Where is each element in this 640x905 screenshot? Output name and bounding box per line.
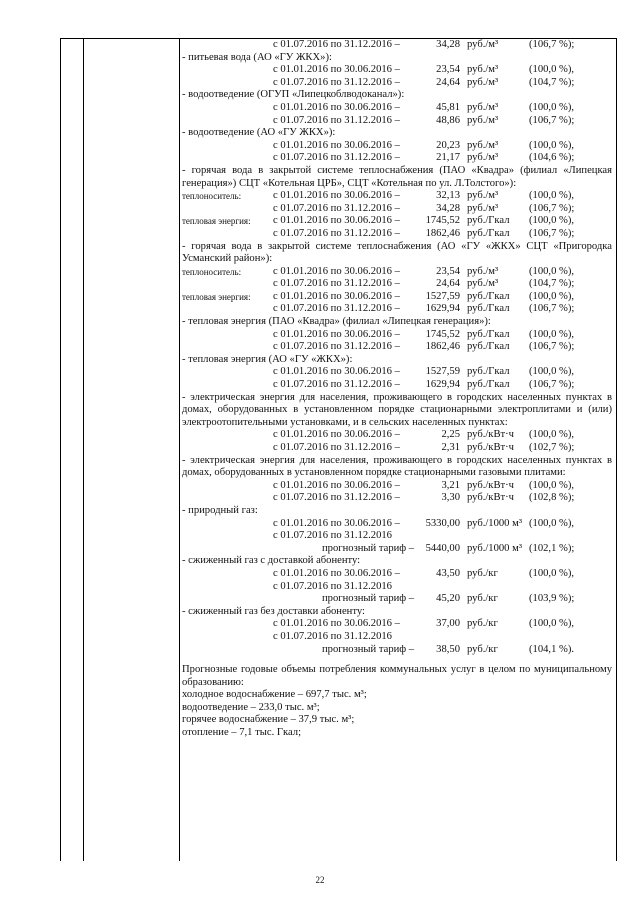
section-paragraph: - горячая вода в закрытой системе теплоснабжения (АО «ГУ «ЖКХ» СЦТ «Пригородка Усманский район»): — [182, 240, 612, 265]
tariff-value: 37,00 — [436, 618, 460, 630]
tariff-percent: (100,0 %), — [529, 190, 575, 202]
tariff-period: с 01.01.2016 по 30.06.2016 – — [273, 517, 400, 529]
tariff-unit: руб./кВт·ч — [467, 429, 514, 441]
tariff-value: 1745,52 — [425, 328, 460, 340]
tariff-row — [182, 115, 612, 128]
tariff-unit: руб./1000 м³ — [467, 542, 523, 554]
tariff-period: с 01.07.2016 по 31.12.2016 — [273, 580, 392, 592]
tariff-unit: руб./м³ — [467, 190, 499, 202]
tariff-row — [182, 618, 612, 631]
tariff-value: 24,64 — [436, 76, 460, 88]
tariff-row — [182, 228, 612, 241]
section-heading: - водоотведение (АО «ГУ ЖКХ»): — [182, 127, 336, 139]
tariff-period: с 01.01.2016 по 30.06.2016 – — [273, 328, 400, 340]
tariff-period: с 01.07.2016 по 31.12.2016 – — [273, 152, 400, 164]
tariff-percent: (100,0 %), — [529, 328, 575, 340]
period-label: теплоноситель: — [182, 191, 242, 202]
tariff-row — [182, 39, 612, 52]
section-paragraph: - электрическая энергия для населения, проживающего в городских населенных пунктах в домах, оборудованных в установленном порядке стационарными газовыми плитами: — [182, 454, 612, 479]
tariff-value: 34,28 — [436, 202, 460, 214]
tariff-unit: руб./кВт·ч — [467, 442, 514, 453]
tariff-unit: руб./1000 м³ — [467, 517, 523, 529]
tariff-value: 3,21 — [441, 479, 460, 491]
tariff-value: 24,64 — [436, 278, 460, 290]
tariff-percent: (104,7 %); — [529, 76, 575, 88]
tariff-period: с 01.07.2016 по 31.12.2016 – — [273, 202, 400, 214]
tariff-row — [182, 215, 612, 228]
tariff-period: с 01.07.2016 по 31.12.2016 — [273, 530, 392, 542]
tariff-row — [182, 379, 612, 392]
tariff-row — [182, 480, 612, 493]
tariff-unit: руб./м³ — [467, 139, 499, 151]
tariff-value: 3,30 — [441, 492, 460, 504]
tariff-percent: (102,1 %); — [529, 542, 575, 554]
tariff-percent: (100,0 %), — [529, 101, 575, 113]
tariff-value: 48,86 — [436, 114, 460, 126]
tariff-unit: руб./м³ — [467, 101, 499, 113]
tariff-percent: (106,7 %); — [529, 114, 575, 126]
tariff-row — [182, 568, 612, 581]
tariff-percent: (106,7 %); — [529, 341, 575, 353]
tariff-value: 2,31 — [441, 442, 460, 453]
tariff-row — [182, 303, 612, 316]
section-paragraph: - электрическая энергия для населения, проживающего в городских населенных пунктах в домах, оборудованных в установленном порядке стационарными электроплитами и (или) электроотопительными установками, и в сельских населенных пунктах: — [182, 391, 612, 428]
tariff-period: с 01.07.2016 по 31.12.2016 – — [273, 278, 400, 290]
section-heading: - сжиженный газ без доставки абоненту: — [182, 605, 365, 617]
section-heading: горячее водоснабжение – 37,9 тыс. м³; — [182, 714, 355, 726]
tariff-row — [182, 366, 612, 379]
tariff-percent: (104,1 %). — [529, 643, 575, 655]
tariff-period: с 01.07.2016 по 31.12.2016 – — [273, 379, 400, 391]
tariff-percent: (103,9 %); — [529, 593, 575, 605]
tariff-period: с 01.01.2016 по 30.06.2016 – — [273, 190, 400, 202]
table-frame — [60, 38, 617, 861]
tariff-percent: (100,0 %), — [529, 265, 575, 277]
tariff-period: с 01.01.2016 по 30.06.2016 – — [273, 290, 400, 302]
tariff-row — [182, 631, 612, 644]
tariff-row — [182, 429, 612, 442]
tariff-period: с 01.01.2016 по 30.06.2016 – — [273, 139, 400, 151]
tariff-unit: руб./кг — [467, 593, 498, 605]
tariff-unit: руб./м³ — [467, 202, 499, 214]
tariff-value: 1527,59 — [425, 366, 460, 378]
period-label: теплоноситель: — [182, 266, 242, 277]
tariff-row — [182, 341, 612, 354]
tariff-percent: (100,0 %), — [529, 215, 575, 227]
tariff-value: 1862,46 — [425, 341, 460, 353]
tariff-percent: (100,0 %), — [529, 64, 575, 76]
tariff-value: 2,25 — [441, 429, 460, 441]
section-heading: - тепловая энергия (АО «ГУ «ЖКХ»): — [182, 353, 353, 365]
tariff-period: с 01.01.2016 по 30.06.2016 – — [273, 366, 400, 378]
page-number: 22 — [315, 875, 325, 885]
tariff-percent: (106,7 %); — [529, 379, 575, 391]
tariff-row — [182, 152, 612, 165]
tariff-period: с 01.07.2016 по 31.12.2016 – — [273, 39, 400, 50]
tariff-period: с 01.07.2016 по 31.12.2016 – — [273, 227, 400, 239]
tariff-unit: руб./м³ — [467, 64, 499, 76]
tariff-period: с 01.07.2016 по 31.12.2016 — [273, 630, 392, 642]
tariff-percent: (106,7 %); — [529, 39, 575, 50]
tariff-period: с 01.07.2016 по 31.12.2016 – — [273, 303, 400, 315]
tariff-percent: (100,0 %), — [529, 479, 575, 491]
tariff-period: с 01.07.2016 по 31.12.2016 – — [273, 341, 400, 353]
tariff-row — [182, 329, 612, 342]
tariff-unit: руб./Гкал — [467, 328, 510, 340]
tariff-percent: (100,0 %), — [529, 290, 575, 302]
tariff-unit: руб./Гкал — [467, 303, 510, 315]
tariff-value: 5330,00 — [425, 517, 460, 529]
tariff-row — [182, 77, 612, 90]
tariff-period: с 01.01.2016 по 30.06.2016 – — [273, 64, 400, 76]
tariff-row — [182, 291, 612, 304]
tariff-value: 23,54 — [436, 64, 460, 76]
section-heading: - водоотведение (ОГУП «Липецкоблводоканал»): — [182, 89, 405, 101]
tariff-row — [182, 543, 612, 556]
column-divider-1 — [83, 39, 84, 861]
tariff-unit: руб./кВт·ч — [467, 479, 514, 491]
tariff-unit: руб./Гкал — [467, 227, 510, 239]
section-paragraph: - горячая вода в закрытой системе теплоснабжения (ПАО «Квадра» (филиал «Липецкая генерация») СЦТ «Котельная ЦРБ», СЦТ «Котельная по ул. Л.Толстого»): — [182, 164, 612, 189]
tariff-value: 43,50 — [436, 567, 460, 579]
tariff-period: с 01.01.2016 по 30.06.2016 – — [273, 479, 400, 491]
tariff-period: с 01.01.2016 по 30.06.2016 – — [273, 101, 400, 113]
tariff-value: 34,28 — [436, 39, 460, 50]
period-label: тепловая энергия: — [182, 291, 251, 302]
tariff-period: с 01.01.2016 по 30.06.2016 – — [273, 215, 400, 227]
tariff-percent: (104,7 %); — [529, 278, 575, 290]
tariff-percent: (100,0 %), — [529, 429, 575, 441]
tariff-period: прогнозный тариф – — [322, 542, 415, 554]
tariff-row — [182, 581, 612, 594]
tariff-unit: руб./м³ — [467, 278, 499, 290]
tariff-value: 1629,94 — [425, 379, 460, 391]
tariff-unit: руб./м³ — [467, 152, 499, 164]
section-heading: отопление – 7,1 тыс. Гкал; — [182, 727, 302, 739]
tariff-period: с 01.07.2016 по 31.12.2016 – — [273, 442, 400, 453]
tariff-unit: руб./м³ — [467, 114, 499, 126]
tariff-unit: руб./кг — [467, 618, 498, 630]
tariff-period: прогнозный тариф – — [322, 643, 415, 655]
tariff-period: с 01.07.2016 по 31.12.2016 – — [273, 492, 400, 504]
tariff-row — [182, 102, 612, 115]
tariff-period: с 01.01.2016 по 30.06.2016 – — [273, 567, 400, 579]
tariff-unit: руб./м³ — [467, 76, 499, 88]
tariff-row — [182, 140, 612, 153]
section-heading: - тепловая энергия (ПАО «Квадра» (филиал «Липецкая генерация»): — [182, 316, 491, 328]
tariff-percent: (106,7 %); — [529, 227, 575, 239]
tariff-period: с 01.01.2016 по 30.06.2016 – — [273, 618, 400, 630]
tariff-value: 1862,46 — [425, 227, 460, 239]
tariff-period: с 01.01.2016 по 30.06.2016 – — [273, 429, 400, 441]
tariff-row — [182, 266, 612, 279]
tariff-value: 32,13 — [436, 190, 460, 202]
tariff-unit: руб./м³ — [467, 265, 499, 277]
tariff-percent: (102,7 %); — [529, 442, 575, 453]
tariff-unit: руб./Гкал — [467, 366, 510, 378]
tariff-row — [182, 644, 612, 657]
tariff-percent: (106,7 %); — [529, 303, 575, 315]
section-heading: - сжиженный газ с доставкой абоненту: — [182, 555, 361, 567]
tariff-value: 20,23 — [436, 139, 460, 151]
tariff-period: с 01.07.2016 по 31.12.2016 – — [273, 76, 400, 88]
tariff-unit: руб./м³ — [467, 39, 499, 50]
tariff-value: 1629,94 — [425, 303, 460, 315]
tariff-value: 45,20 — [436, 593, 460, 605]
tariff-unit: руб./Гкал — [467, 290, 510, 302]
tariff-row — [182, 518, 612, 531]
tariff-unit: руб./Гкал — [467, 379, 510, 391]
spacer — [182, 656, 612, 664]
tariff-unit: руб./кг — [467, 567, 498, 579]
tariff-value: 1745,52 — [425, 215, 460, 227]
tariff-row — [182, 530, 612, 543]
tariff-value: 23,54 — [436, 265, 460, 277]
section-paragraph: Прогнозные годовые объемы потребления коммунальных услуг в целом по муниципальному образованию: — [182, 664, 612, 688]
tariff-percent: (100,0 %), — [529, 517, 575, 529]
column-divider-2 — [179, 39, 180, 861]
tariff-percent: (104,6 %); — [529, 152, 575, 164]
tariff-row — [182, 203, 612, 216]
section-heading: водоотведение – 233,0 тыс. м³; — [182, 701, 320, 713]
tariff-row — [182, 278, 612, 291]
tariff-percent: (100,0 %), — [529, 139, 575, 151]
tariff-percent: (100,0 %), — [529, 567, 575, 579]
tariff-unit: руб./кВт·ч — [467, 492, 514, 504]
tariff-period: с 01.07.2016 по 31.12.2016 – — [273, 114, 400, 126]
tariff-row — [182, 593, 612, 606]
tariff-value: 45,81 — [436, 101, 460, 113]
section-heading: холодное водоснабжение – 697,7 тыс. м³; — [182, 689, 367, 701]
section-heading: - питьевая вода (АО «ГУ ЖКХ»): — [182, 51, 332, 63]
tariff-row — [182, 64, 612, 77]
tariff-unit: руб./Гкал — [467, 215, 510, 227]
section-heading: - природный газ: — [182, 504, 258, 516]
tariff-value: 1527,59 — [425, 290, 460, 302]
tariff-percent: (100,0 %), — [529, 366, 575, 378]
period-label: тепловая энергия: — [182, 216, 251, 227]
tariff-percent: (106,7 %); — [529, 202, 575, 214]
tariff-content-column — [182, 39, 612, 740]
tariff-row — [182, 492, 612, 505]
tariff-period: прогнозный тариф – — [322, 593, 415, 605]
tariff-value: 21,17 — [436, 152, 460, 164]
tariff-row — [182, 442, 612, 455]
tariff-percent: (102,8 %); — [529, 492, 575, 504]
tariff-unit: руб./кг — [467, 643, 498, 655]
tariff-value: 5440,00 — [425, 542, 460, 554]
tariff-period: с 01.01.2016 по 30.06.2016 – — [273, 265, 400, 277]
tariff-row — [182, 190, 612, 203]
tariff-value: 38,50 — [436, 643, 460, 655]
tariff-unit: руб./Гкал — [467, 341, 510, 353]
tariff-percent: (100,0 %), — [529, 618, 575, 630]
